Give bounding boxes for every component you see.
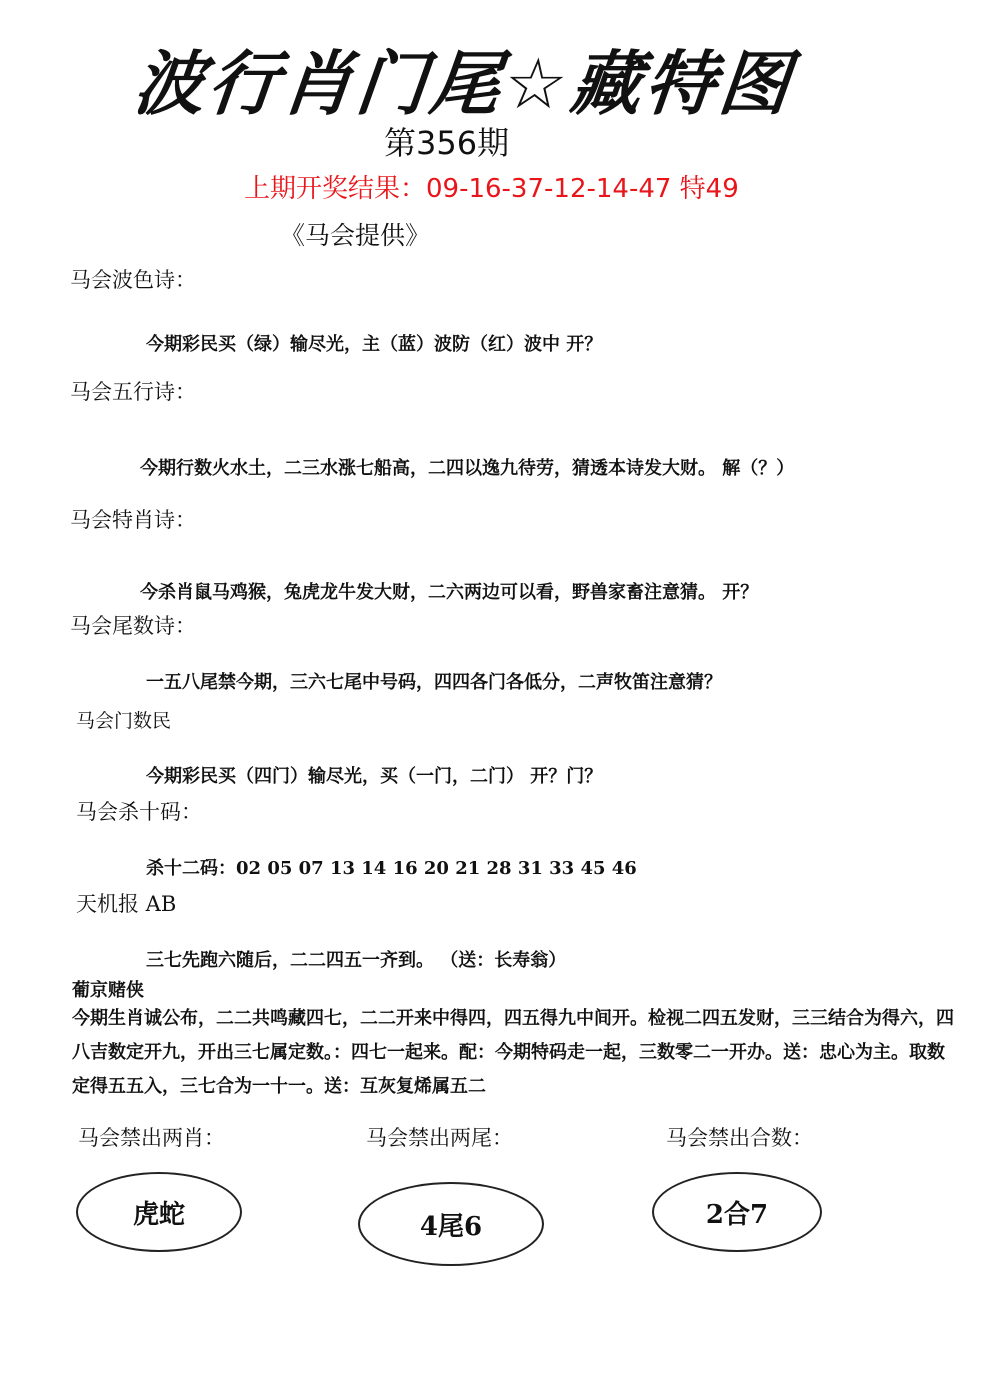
section-heading-tianji: 天机报 AB (76, 892, 177, 916)
banned-sum-value: 2合7 (705, 1199, 769, 1230)
section-heading-tail-number: 马会尾数诗： (70, 614, 196, 638)
banned-tail-oval (358, 1182, 544, 1266)
issue-number: 第356期 (384, 124, 510, 162)
banned-tail-value: 4尾6 (419, 1211, 483, 1242)
section-heading-five-elements: 马会五行诗： (70, 380, 196, 404)
banned-zodiac-oval (76, 1172, 242, 1252)
section-line-tail-number: 一五八尾禁今期，三六七尾中号码，四四各门各低分，二声牧笛注意猜？ (146, 672, 722, 693)
section-line-five-elements: 今期行数火水土，二三水涨七船高，二四以逸九待劳，猜透本诗发大财。 解（？） (140, 458, 795, 479)
section-heading-special-zodiac: 马会特肖诗： (70, 508, 196, 532)
section-line-kill-ten: 杀十二码：02 05 07 13 14 16 20 21 28 31 33 45 46 (146, 858, 637, 879)
banned-zodiac-value: 虎蛇 (132, 1199, 185, 1230)
banned-zodiac-label: 马会禁出两肖： (78, 1126, 225, 1150)
section-heading-door-number: 马会门数民 (76, 710, 172, 732)
pujing-heading: 葡京赌侠 (72, 980, 144, 1001)
section-line-special-zodiac: 今杀肖鼠马鸡猴，兔虎龙牛发大财，二六两边可以看，野兽家畜注意猜。 开？ (140, 582, 759, 603)
section-heading-wave-color: 马会波色诗： (70, 268, 196, 292)
banned-tail-label: 马会禁出两尾： (366, 1126, 513, 1150)
section-heading-kill-ten: 马会杀十码： (76, 800, 202, 824)
banned-sum-label: 马会禁出合数： (666, 1126, 813, 1150)
last-draw-result: 上期开奖结果：09-16-37-12-14-47 特49 (244, 174, 739, 204)
section-line-tianji: 三七先跑六随后，二二四五一齐到。 （送：长寿翁） (146, 950, 567, 971)
banned-sum-oval (652, 1172, 822, 1252)
page-title: 波行肖门尾☆藏特图 (130, 43, 798, 125)
pujing-paragraph: 今期生肖诚公布，二二共鸣藏四七，二二开来中得四，四五得九中间开。检视二四五发财，三三结合为得六，四八吉数定开九，开出三七属定数。：四七一起来。配：今期特码走一起，三数零二一开办。送：忠心为主。取数定得五五入，三七合为一十一。送：互灰复烯属五二 (72, 1008, 954, 1097)
section-line-wave-color: 今期彩民买（绿）输尽光，主（蓝）波防（红）波中 开？ (146, 334, 603, 355)
section-line-door-number: 今期彩民买（四门）输尽光，买（一门，二门） 开？门？ (146, 766, 603, 787)
provider-label: 《马会提供》 (280, 221, 431, 250)
